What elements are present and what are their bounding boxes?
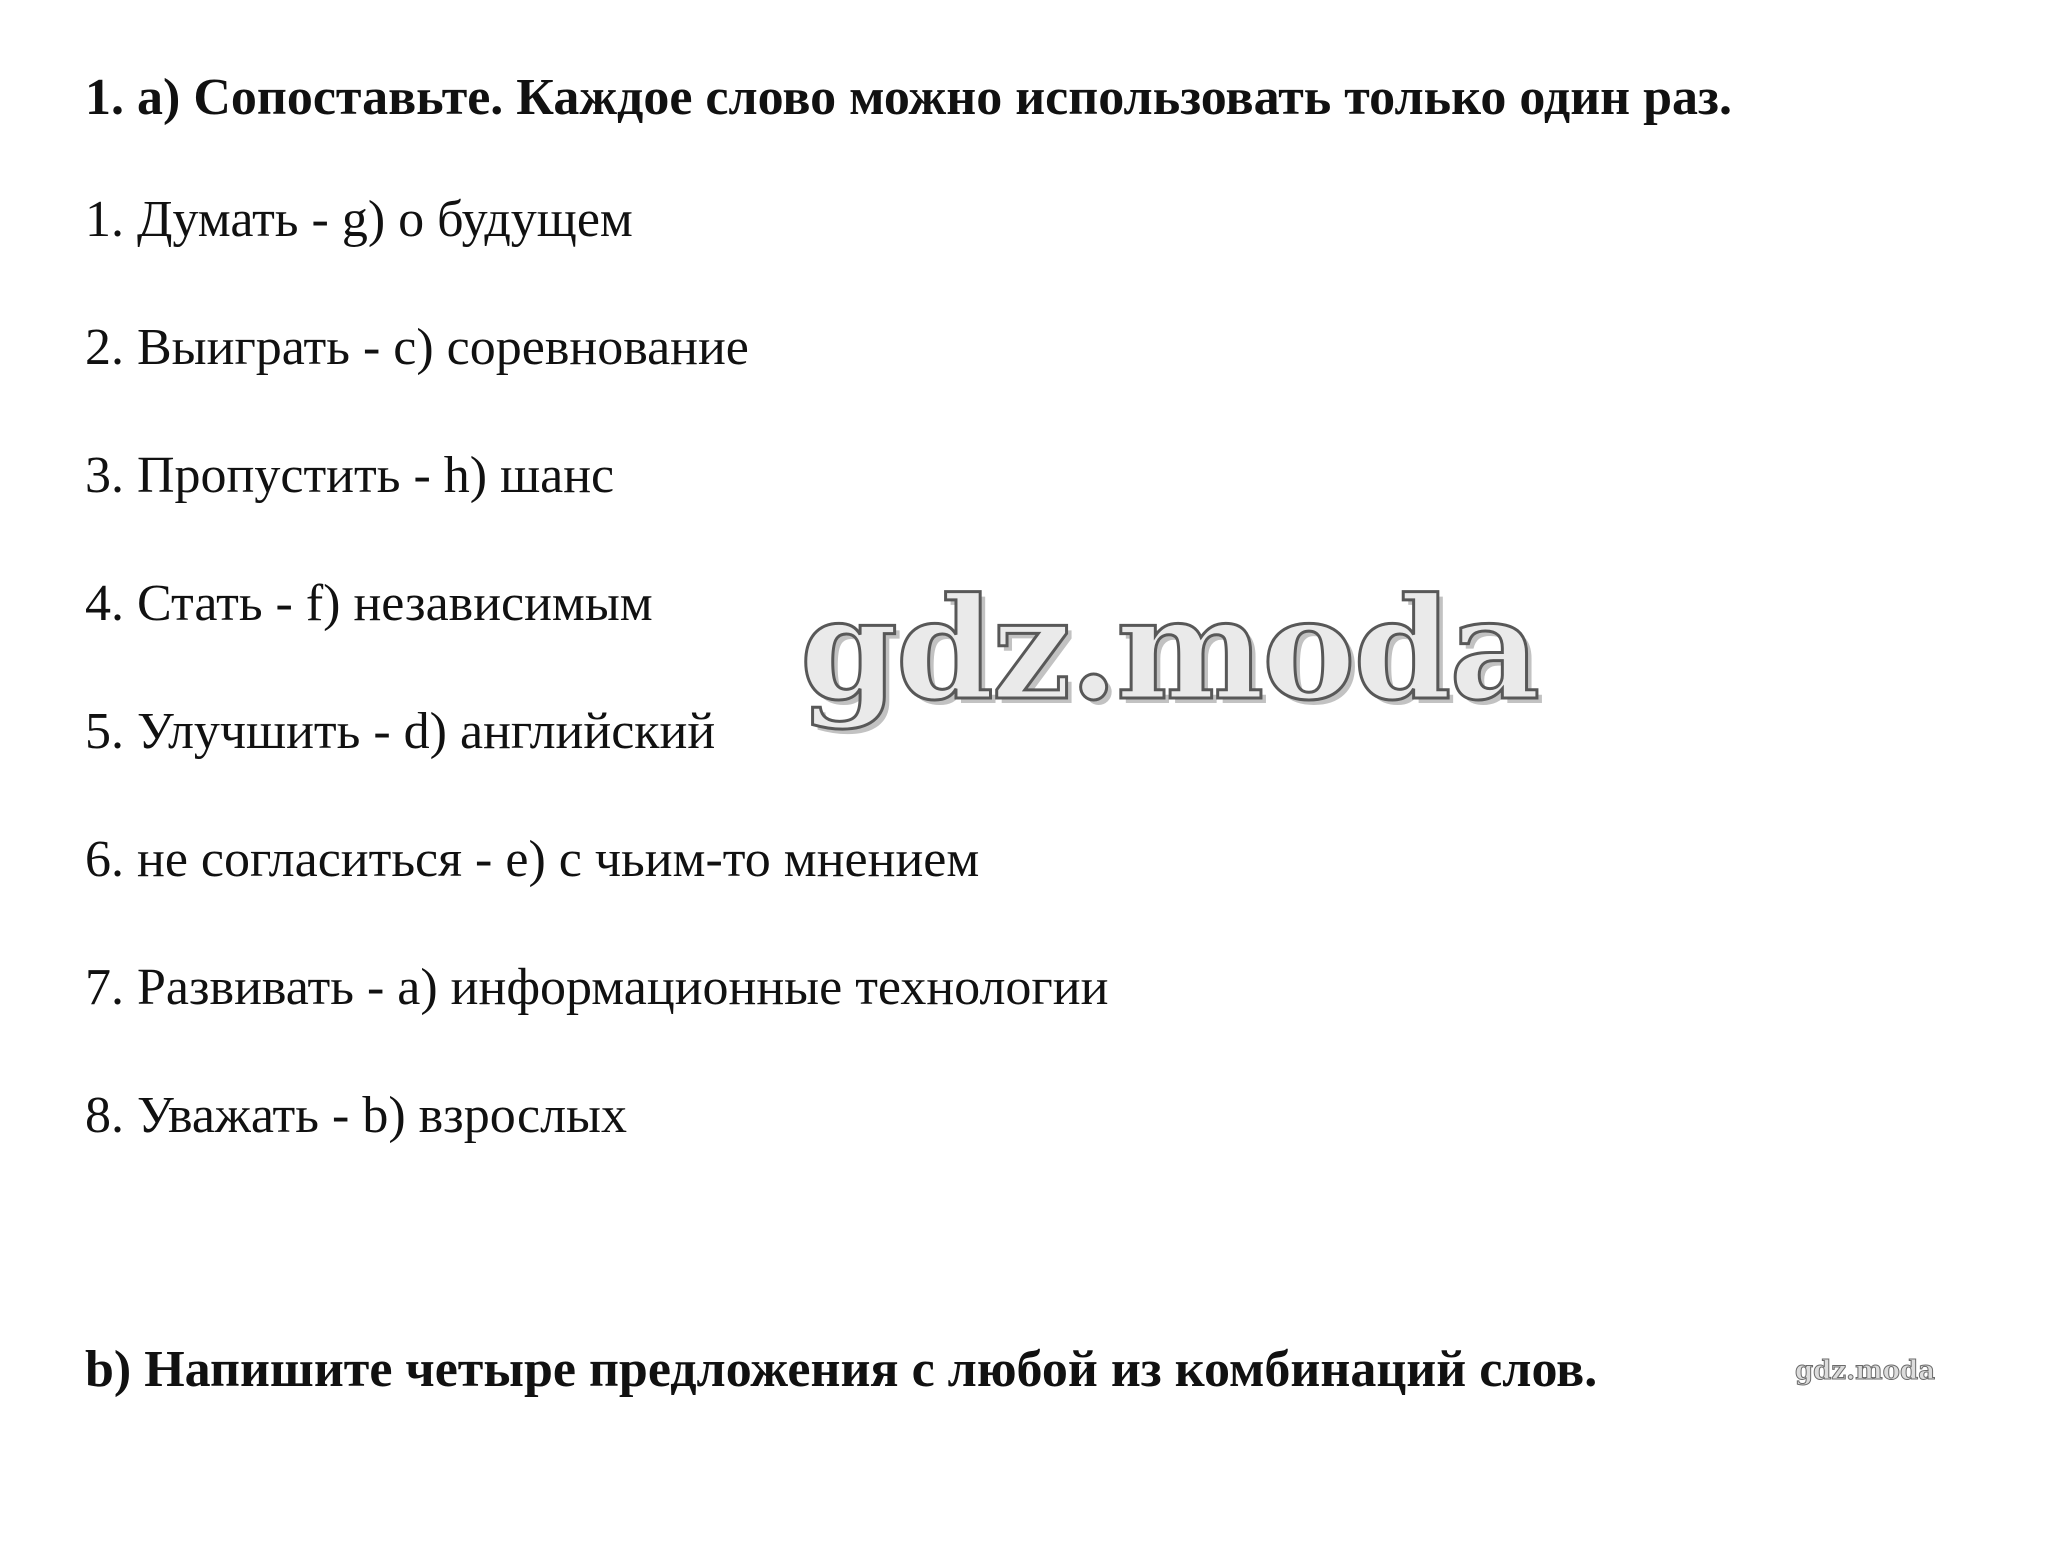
match-item: 1. Думать - g) о будущем bbox=[85, 191, 633, 248]
match-item: 4. Стать - f) независимым bbox=[85, 575, 653, 632]
watermark-large: gdz.moda bbox=[800, 568, 1539, 732]
match-item: 6. не согласиться - e) с чьим-то мнением bbox=[85, 831, 980, 888]
match-item: 7. Развивать - a) информационные технологии bbox=[85, 959, 1109, 1016]
task-heading-b: b) Напишите четыре предложения с любой из комбинаций слов. bbox=[85, 1341, 1598, 1398]
match-item: 2. Выиграть - c) соревнование bbox=[85, 319, 749, 376]
task-heading-a: 1. a) Сопоставьте. Каждое слово можно использовать только один раз. bbox=[85, 69, 1732, 126]
watermark-small: gdz.moda bbox=[1795, 1356, 1936, 1386]
match-item: 5. Улучшить - d) английский bbox=[85, 703, 716, 760]
match-item: 3. Пропустить - h) шанс bbox=[85, 447, 615, 504]
match-item: 8. Уважать - b) взрослых bbox=[85, 1087, 627, 1144]
